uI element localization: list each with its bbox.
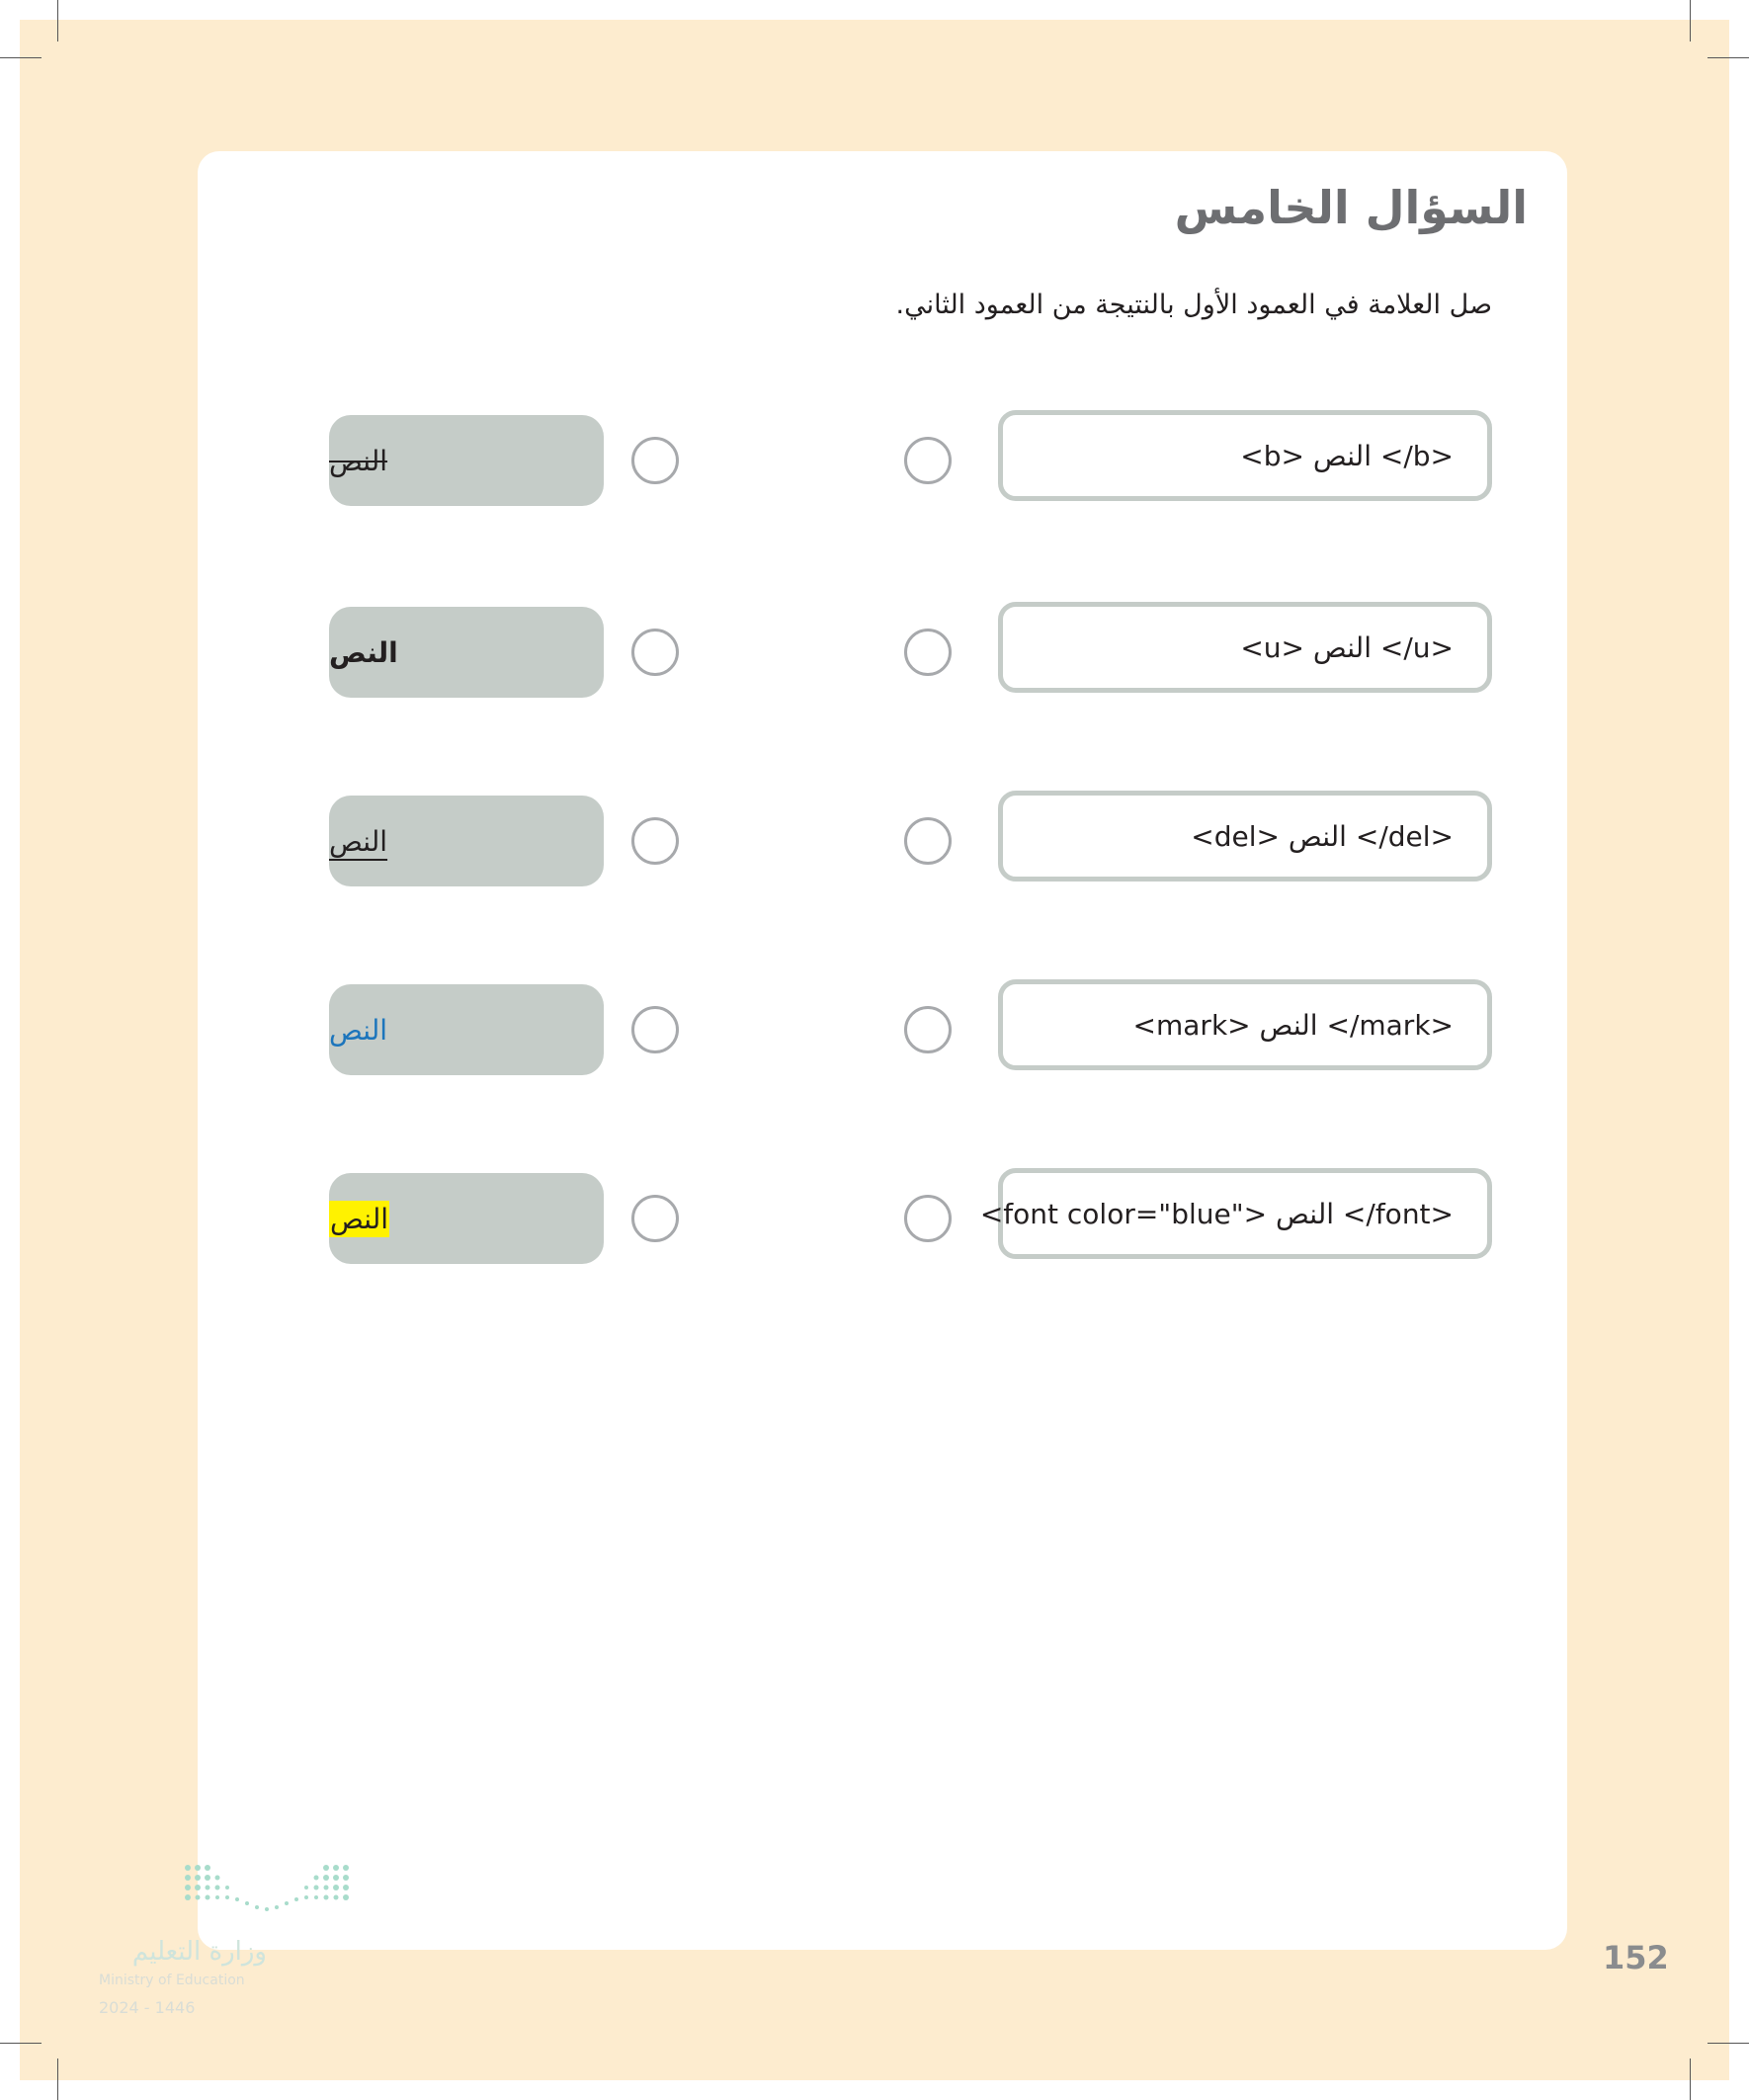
result-text: النص bbox=[329, 444, 388, 477]
ministry-logo bbox=[99, 1858, 356, 2016]
tag-radio[interactable] bbox=[904, 817, 952, 865]
tag-option-mark bbox=[998, 979, 1492, 1070]
tag-radio[interactable] bbox=[904, 1006, 952, 1053]
crop-mark bbox=[0, 57, 42, 58]
result-option-strikethrough bbox=[329, 415, 604, 506]
crop-mark bbox=[57, 0, 58, 42]
result-option-bold bbox=[329, 607, 604, 698]
crop-mark bbox=[0, 2043, 42, 2044]
crop-mark bbox=[1690, 2058, 1691, 2100]
page-number: 152 bbox=[1603, 1939, 1669, 1976]
crop-mark bbox=[1707, 2043, 1749, 2044]
result-radio[interactable] bbox=[631, 1006, 679, 1053]
crop-mark bbox=[1690, 0, 1691, 42]
logo-arabic-text: وزارة التعليم bbox=[131, 1937, 267, 1967]
tag-radio[interactable] bbox=[904, 1195, 952, 1242]
result-text: النص bbox=[329, 1013, 388, 1047]
result-text: النص bbox=[330, 1202, 389, 1235]
result-option-blue bbox=[329, 984, 604, 1075]
tag-radio[interactable] bbox=[904, 437, 952, 484]
tag-text: <u> النص </u> bbox=[1240, 630, 1454, 664]
result-radio[interactable] bbox=[631, 437, 679, 484]
result-radio[interactable] bbox=[631, 1195, 679, 1242]
result-option-highlight bbox=[329, 1173, 604, 1264]
result-text: النص bbox=[329, 635, 398, 669]
tag-text: <b> النص </b> bbox=[1240, 439, 1454, 472]
result-text: النص bbox=[329, 824, 388, 858]
logo-dots-icon bbox=[178, 1858, 435, 1937]
crop-mark bbox=[1707, 57, 1749, 58]
tag-option-b bbox=[998, 410, 1492, 501]
tag-option-del bbox=[998, 791, 1492, 882]
tag-text: <mark> النص </mark> bbox=[1132, 1008, 1454, 1042]
question-title: السؤال الخامس bbox=[1174, 181, 1528, 234]
tag-radio[interactable] bbox=[904, 629, 952, 676]
question-card bbox=[198, 151, 1567, 1950]
question-instruction: صل العلامة في العمود الأول بالنتيجة من العمود الثاني. bbox=[895, 290, 1492, 320]
tag-text: <del> النص </del> bbox=[1191, 819, 1454, 853]
tag-option-font bbox=[979, 1168, 1492, 1259]
crop-mark bbox=[57, 2058, 58, 2100]
logo-english-text: Ministry of Education bbox=[99, 1973, 245, 1988]
logo-year-text: 2024 - 1446 bbox=[99, 1998, 196, 2017]
result-radio[interactable] bbox=[631, 817, 679, 865]
result-option-underline bbox=[329, 796, 604, 886]
result-radio[interactable] bbox=[631, 629, 679, 676]
tag-option-u bbox=[998, 602, 1492, 693]
tag-text: <font color="blue"> النص </font> bbox=[979, 1197, 1454, 1230]
